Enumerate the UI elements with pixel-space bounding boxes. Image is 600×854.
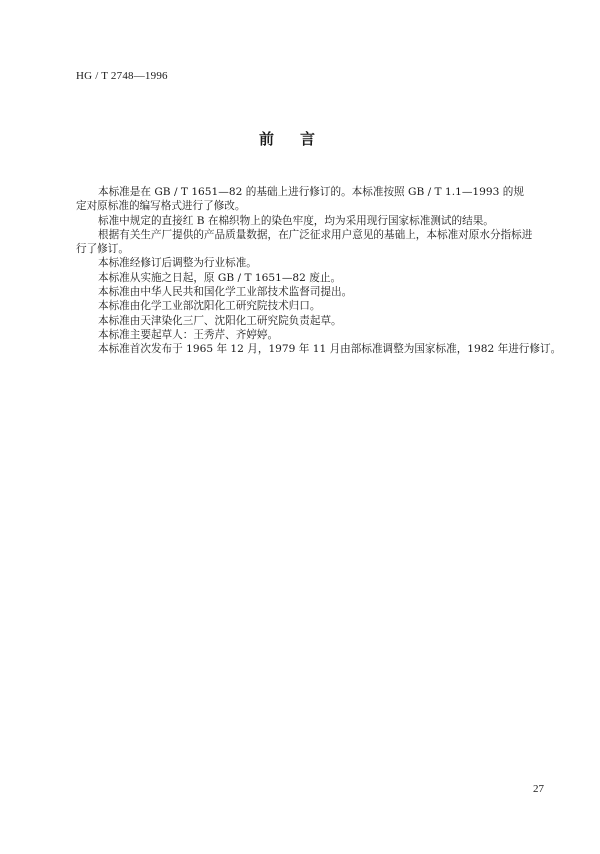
paragraph: 根据有关生产厂提供的产品质量数据，在广泛征求用户意见的基础上，本标准对原水分指标进行了修订。 xyxy=(76,228,533,256)
paragraph: 本标准由化学工业部沈阳化工研究院技术归口。 xyxy=(98,300,321,313)
paragraph: 本标准由天津染化三厂、沈阳化工研究院负责起草。 xyxy=(98,314,342,327)
paragraph: 本标准经修订后调整为行业标准。 xyxy=(98,257,257,270)
paragraph: 本标准由中华人民共和国化学工业部技术监督司提出。 xyxy=(98,286,353,299)
paragraph: 本标准是在 GB / T 1651—82 的基础上进行修订的。本标准按照 GB / T 1.1—1993 的规定对原标准的编写格式进行了修改。 xyxy=(76,186,524,213)
foreword-body xyxy=(76,185,562,357)
paragraph: 本标准主要起草人：王秀芹、齐婷婷。 xyxy=(98,328,279,341)
page-title: 前言 xyxy=(258,130,341,148)
paragraph: 本标准从实施之日起，原 GB / T 1651—82 废止。 xyxy=(98,271,342,284)
page-number: 27 xyxy=(533,783,544,795)
paragraph: 标准中规定的直接红 B 在棉织物上的染色牢度，均为采用现行国家标准测试的结果。 xyxy=(98,214,494,227)
paragraph: 本标准首次发布于 1965 年 12 月，1979 年 11 月由部标准调整为国家标准，1982 年进行修订。 xyxy=(98,343,562,356)
document-header-code: HG / T 2748—1996 xyxy=(76,70,168,82)
